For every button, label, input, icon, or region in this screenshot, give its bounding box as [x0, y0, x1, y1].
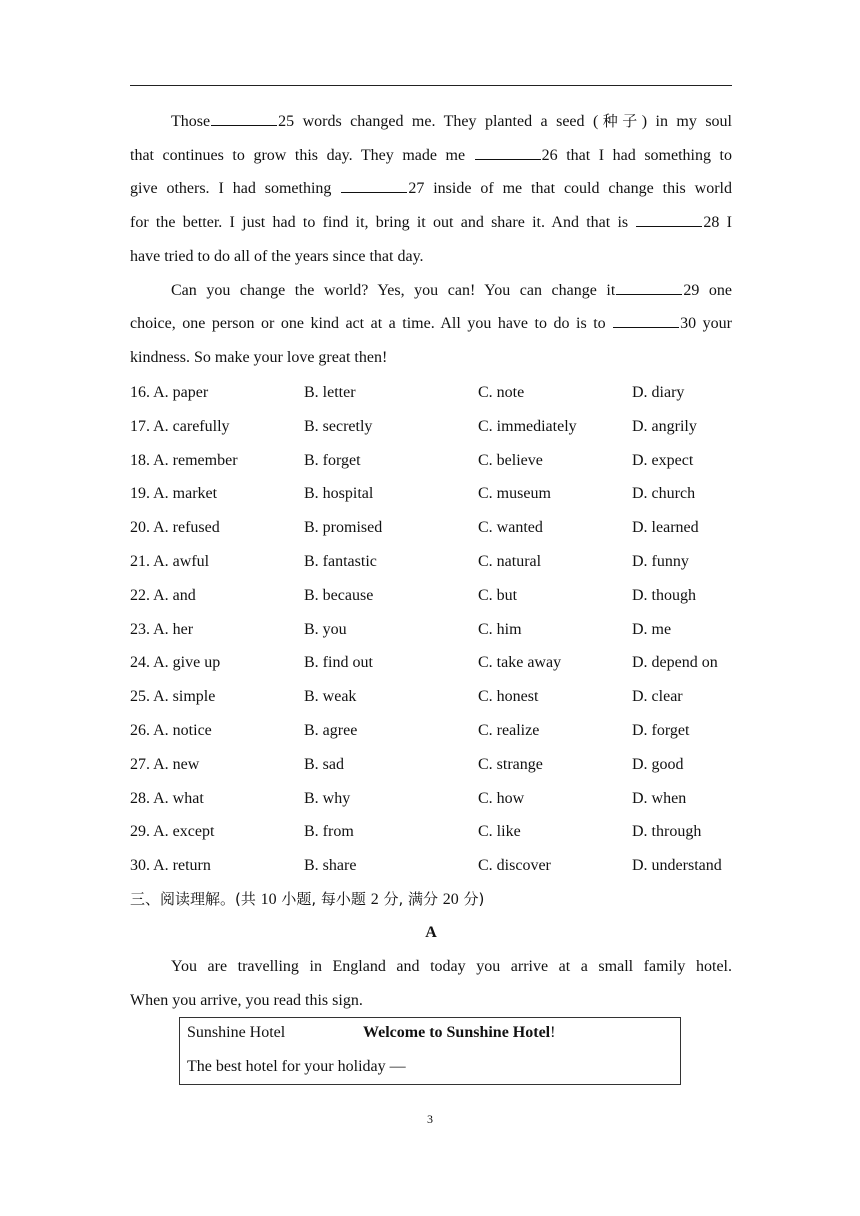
option-b: B. promised	[304, 519, 383, 537]
option-b: B. sad	[304, 755, 344, 773]
option-d: D. angrily	[632, 417, 697, 435]
option-c: C. take away	[478, 654, 562, 672]
question-options-row	[130, 782, 750, 816]
option-d: D. clear	[632, 688, 683, 706]
hotel-welcome: Welcome to Sunshine Hotel!	[363, 1024, 556, 1041]
option-c: C. wanted	[478, 519, 543, 537]
reading-intro	[130, 950, 732, 1017]
option-a: 20. A. refused	[130, 519, 220, 537]
option-d: D. though	[632, 586, 696, 604]
hotel-sign	[179, 1017, 681, 1085]
answer-blank	[341, 178, 407, 193]
passage-line: choice, one person or one kind act at a time. All you have to do is to 30 your	[130, 315, 732, 333]
option-d: D. good	[632, 755, 684, 773]
passage-line: have tried to do all of the years since that day.	[130, 247, 424, 265]
option-d: D. expect	[632, 451, 694, 469]
question-options-row	[130, 646, 750, 680]
option-d: D. funny	[632, 552, 689, 570]
option-d: D. understand	[632, 857, 722, 875]
hotel-tagline: The best hotel for your holiday —	[187, 1058, 406, 1075]
option-b: B. weak	[304, 688, 357, 706]
option-a: 21. A. awful	[130, 552, 210, 570]
option-b: B. hospital	[304, 485, 374, 503]
question-options-row	[130, 815, 750, 849]
option-d: D. through	[632, 823, 702, 841]
passage-line: for the better. I just had to find it, bring it out and share it. And that is 28 I	[130, 214, 733, 232]
header-rule	[130, 85, 732, 86]
question-options-row	[130, 613, 750, 647]
option-a: 17. A. carefully	[130, 417, 230, 435]
option-a: 28. A. what	[130, 789, 204, 807]
hotel-name: Sunshine Hotel	[187, 1024, 286, 1041]
option-d: D. learned	[632, 519, 699, 537]
option-a: 25. A. simple	[130, 688, 216, 706]
option-c: C. like	[478, 823, 521, 841]
question-options-row	[130, 579, 750, 613]
reading-intro-line: When you arrive, you read this sign.	[130, 991, 363, 1009]
option-c: C. strange	[478, 755, 543, 773]
option-a: 24. A. give up	[130, 654, 221, 672]
question-options-row	[130, 680, 750, 714]
option-d: D. diary	[632, 384, 685, 401]
answer-blank	[613, 313, 679, 328]
answer-blank	[636, 212, 702, 227]
option-c: C. honest	[478, 688, 539, 706]
option-b: B. because	[304, 586, 374, 604]
option-a: 22. A. and	[130, 586, 196, 604]
option-a: 30. A. return	[130, 857, 211, 875]
question-options-row	[130, 444, 750, 478]
option-b: B. letter	[304, 384, 356, 401]
question-options-row	[130, 376, 750, 410]
reading-intro-line: You are travelling in England and today you arrive at a small family hotel.	[171, 958, 732, 975]
option-b: B. share	[304, 857, 357, 875]
page-number: 3	[427, 1112, 433, 1126]
option-a: 18. A. remember	[130, 451, 238, 469]
option-c: C. discover	[478, 857, 551, 875]
reading-heading: A	[425, 924, 437, 941]
option-d: D. me	[632, 620, 672, 638]
answer-blank	[211, 111, 277, 126]
question-options-row	[130, 849, 750, 883]
passage-line: kindness. So make your love great then!	[130, 348, 388, 366]
option-a: 26. A. notice	[130, 721, 212, 739]
option-c: C. natural	[478, 552, 542, 570]
option-c: C. but	[478, 586, 518, 604]
option-d: D. church	[632, 485, 696, 503]
option-c: C. museum	[478, 485, 551, 503]
option-c: C. him	[478, 620, 522, 638]
question-options-row	[130, 511, 750, 545]
passage-line: Those 25 words changed me. They planted a seed (种子) in my soul	[171, 112, 732, 130]
option-c: C. immediately	[478, 417, 577, 435]
answer-options-list	[130, 376, 750, 883]
option-b: B. fantastic	[304, 552, 377, 570]
option-c: C. how	[478, 789, 525, 807]
option-c: C. realize	[478, 721, 540, 739]
answer-blank	[475, 145, 541, 160]
option-b: B. you	[304, 620, 347, 638]
option-d: D. when	[632, 789, 687, 807]
option-b: B. why	[304, 789, 351, 807]
question-options-row	[130, 545, 750, 579]
option-a: 16. A. paper	[130, 384, 209, 401]
passage-line: give others. I had something 27 inside of me that could change this world	[130, 180, 732, 198]
passage-line: Can you change the world? Yes, you can! You can change it 29 one	[171, 281, 733, 299]
option-a: 19. A. market	[130, 485, 218, 503]
option-b: B. find out	[304, 654, 373, 672]
option-a: 23. A. her	[130, 620, 194, 638]
option-c: C. note	[478, 384, 525, 401]
question-options-row	[130, 477, 750, 511]
option-b: B. forget	[304, 451, 361, 469]
answer-blank	[616, 280, 682, 295]
section-title: 三、阅读理解。(共 10 小题, 每小题 2 分, 满分 20 分)	[130, 890, 485, 908]
option-a: 29. A. except	[130, 823, 215, 841]
passage-paragraph-1	[130, 105, 732, 273]
option-d: D. depend on	[632, 654, 718, 672]
passage-line: that continues to grow this day. They made me 26 that I had something to	[130, 146, 732, 164]
option-d: D. forget	[632, 721, 690, 739]
question-options-row	[130, 748, 750, 782]
option-b: B. secretly	[304, 417, 373, 435]
question-options-row	[130, 410, 750, 444]
option-b: B. agree	[304, 721, 358, 739]
question-options-row	[130, 714, 750, 748]
passage-paragraph-2	[130, 274, 732, 375]
option-a: 27. A. new	[130, 755, 200, 773]
option-b: B. from	[304, 823, 354, 841]
option-c: C. believe	[478, 451, 543, 469]
